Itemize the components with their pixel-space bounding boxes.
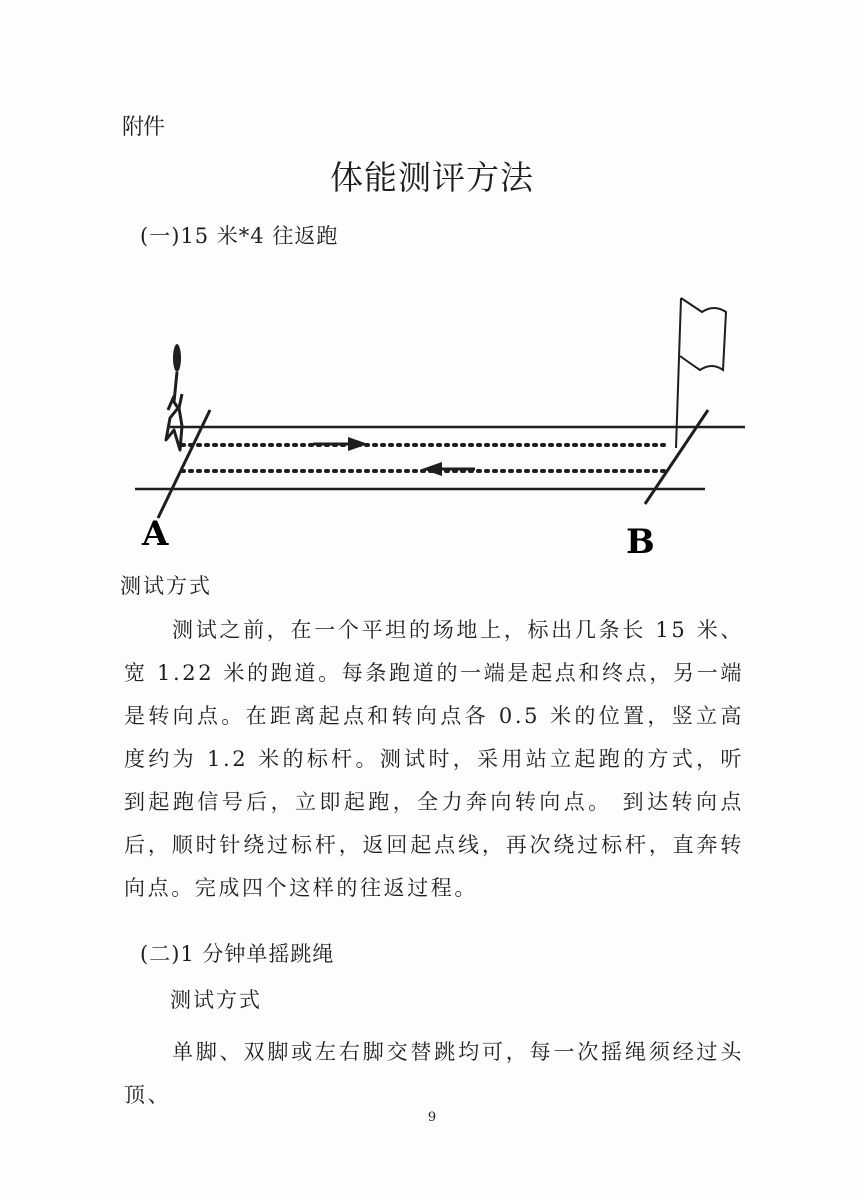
arrow-right-icon — [313, 437, 368, 451]
arrow-left-icon — [422, 462, 475, 476]
section-heading-shuttle-run: (一)15 米*4 往返跑 — [140, 224, 339, 248]
label-end-b: B — [626, 522, 655, 560]
flag-pole — [676, 298, 681, 448]
method-heading-rope-skipping: 测试方式 — [170, 988, 262, 1012]
method-text-rope-skipping: 单脚、双脚或左右脚交替跳均可，每一次摇绳须经过头顶、 — [124, 1040, 744, 1107]
method-heading-shuttle-run: 测试方式 — [120, 574, 212, 598]
shuttle-run-diagram — [130, 290, 760, 560]
section-heading-rope-skipping: (二)1 分钟单摇跳绳 — [140, 942, 335, 966]
page-number: 9 — [427, 1110, 437, 1125]
page-title: 体能测评方法 — [330, 158, 534, 197]
method-text-shuttle-run: 测试之前，在一个平坦的场地上，标出几条长 15 米、宽 1.22 米的跑道。每条跑道的一端是起点和终点，另一端是转向点。在距离起点和转向点各 0.5 米的位置，竖立高度约为 1.2 米的标杆。测试时，采用站立起跑的方式，听到起跑信号后，立即起跑，全力奔向转向点。 到达转向点后，顺时针绕过标杆，返回起点线，再次绕过标杆，直奔转向点。完成四个这样的往返过程。 — [124, 618, 744, 900]
label-start-a: A — [142, 514, 169, 554]
flag-icon — [680, 298, 726, 370]
attachment-label: 附件 — [122, 115, 165, 140]
runner-figure-icon — [166, 344, 182, 450]
